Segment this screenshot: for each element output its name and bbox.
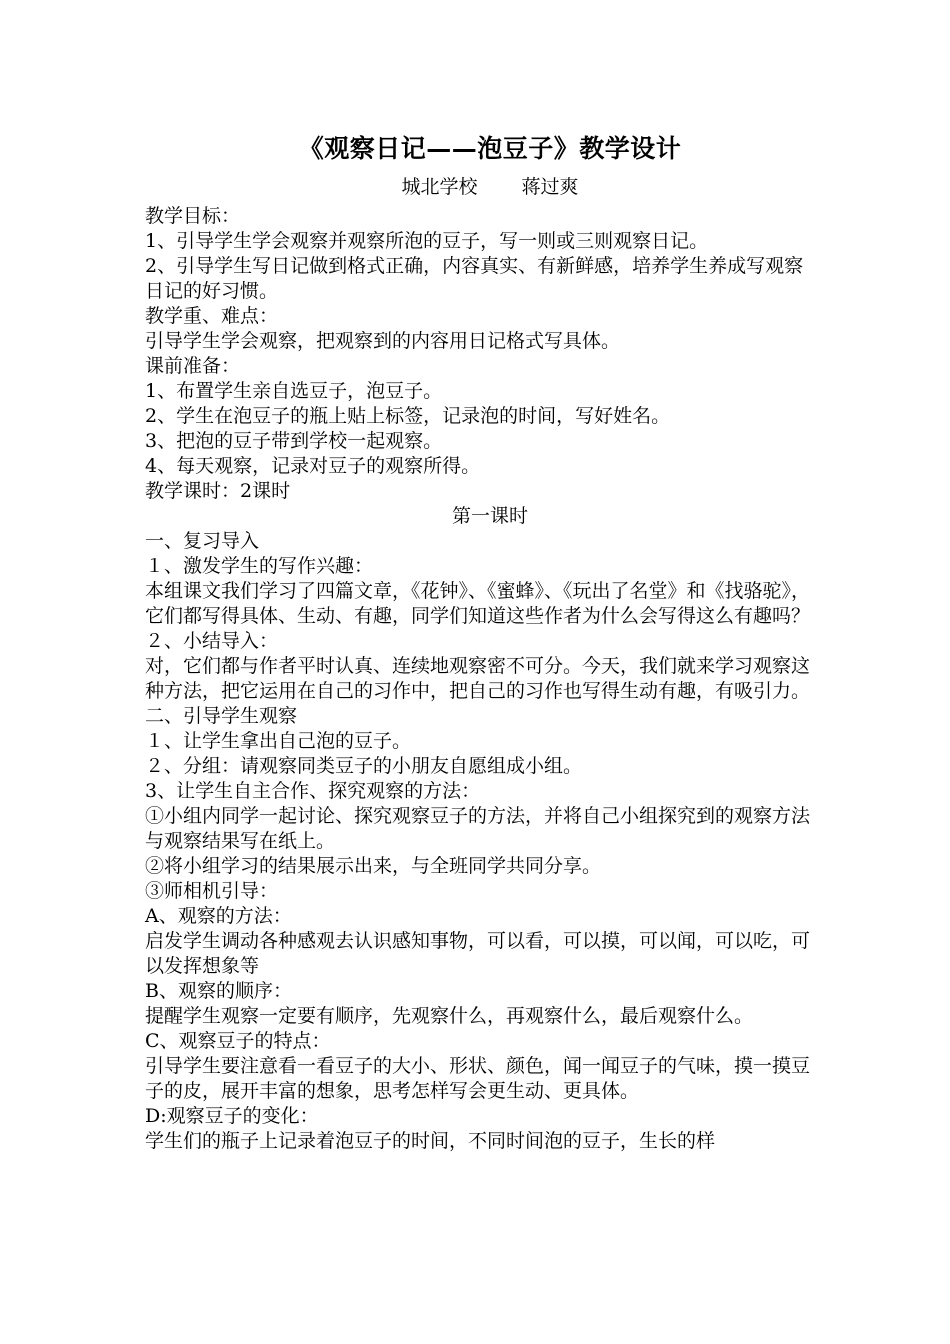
step-item: １、让学生拿出自己泡的豆子。: [145, 730, 412, 752]
step-heading: １、激发学生的写作兴趣：: [145, 555, 374, 577]
preparation-item: 3、把泡的豆子带到学校一起观察。: [145, 430, 443, 452]
paragraph: 对，它们都与作者平时认真、连续地观察密不可分。今天，我们就来学习观察这种方法，把它运用在自己的习作中，把自己的习作也写得生动有趣，有吸引力。: [145, 655, 811, 702]
goal-item: 2、引导学生写日记做到格式正确，内容真实、有新鲜感，培养学生养成写观察日记的好习惯。: [145, 255, 804, 302]
point-heading: B、观察的顺序：: [145, 980, 292, 1002]
sub-item: ②将小组学习的结果展示出来，与全班同学共同分享。: [145, 855, 602, 877]
section-heading-focus: 教学重、难点：: [145, 305, 279, 327]
section-heading-goals: 教学目标：: [145, 205, 241, 227]
section-heading-review: 一、复习导入: [145, 530, 260, 552]
document-title: 《观察日记——泡豆子》教学设计: [298, 134, 682, 163]
focus-text: 引导学生学会观察，把观察到的内容用日记格式写具体。: [145, 330, 621, 352]
section-heading-observe: 二、引导学生观察: [145, 705, 298, 727]
author-line: [145, 170, 815, 204]
lesson-hours: 教学课时：2课时: [145, 480, 291, 502]
author-text: 城北学校 蒋过爽: [401, 176, 579, 198]
point-heading: C、观察豆子的特点：: [145, 1030, 331, 1052]
paragraph: 引导学生要注意看一看豆子的大小、形状、颜色，闻一闻豆子的气味，摸一摸豆子的皮，展开丰富的想象，思考怎样写会更生动、更具体。: [145, 1055, 811, 1102]
paragraph: 学生们的瓶子上记录着泡豆子的时间，不同时间泡的豆子，生长的样: [145, 1130, 716, 1152]
sub-item: ③师相机引导：: [145, 880, 279, 902]
step-heading: ２、小结导入：: [145, 630, 279, 652]
paragraph: 提醒学生观察一定要有顺序，先观察什么，再观察什么，最后观察什么。: [145, 1005, 754, 1027]
point-heading: A、观察的方法：: [145, 905, 292, 927]
preparation-item: 4、每天观察，记录对豆子的观察所得。: [145, 455, 481, 477]
preparation-item: 1、布置学生亲自选豆子，泡豆子。: [145, 380, 443, 402]
point-heading: D:观察豆子的变化：: [145, 1105, 319, 1127]
step-item: 3、让学生自主合作、探究观察的方法：: [145, 780, 481, 802]
step-item: ２、分组：请观察同类豆子的小朋友自愿组成小组。: [145, 755, 583, 777]
paragraph: 本组课文我们学习了四篇文章，《花钟》、《蜜蜂》、《玩出了名堂》和《找骆驼》，它们都写得具体、生动、有趣，同学们知道这些作者为什么会写得这么有趣吗？: [145, 580, 811, 627]
preparation-item: 2、学生在泡豆子的瓶上贴上标签，记录泡的时间，写好姓名。: [145, 405, 671, 427]
sub-item: ①小组内同学一起讨论、探究观察豆子的方法，并将自己小组探究到的观察方法与观察结果写在纸上。: [145, 805, 811, 852]
section-heading-preparation: 课前准备：: [145, 355, 241, 377]
lesson-heading: 第一课时: [451, 505, 528, 527]
goal-item: 1、引导学生学会观察并观察所泡的豆子，写一则或三则观察日记。: [145, 230, 709, 252]
document-body: [145, 130, 815, 1154]
paragraph: 启发学生调动各种感观去认识感知事物，可以看，可以摸，可以闻，可以吃，可以发挥想象等: [145, 930, 811, 977]
